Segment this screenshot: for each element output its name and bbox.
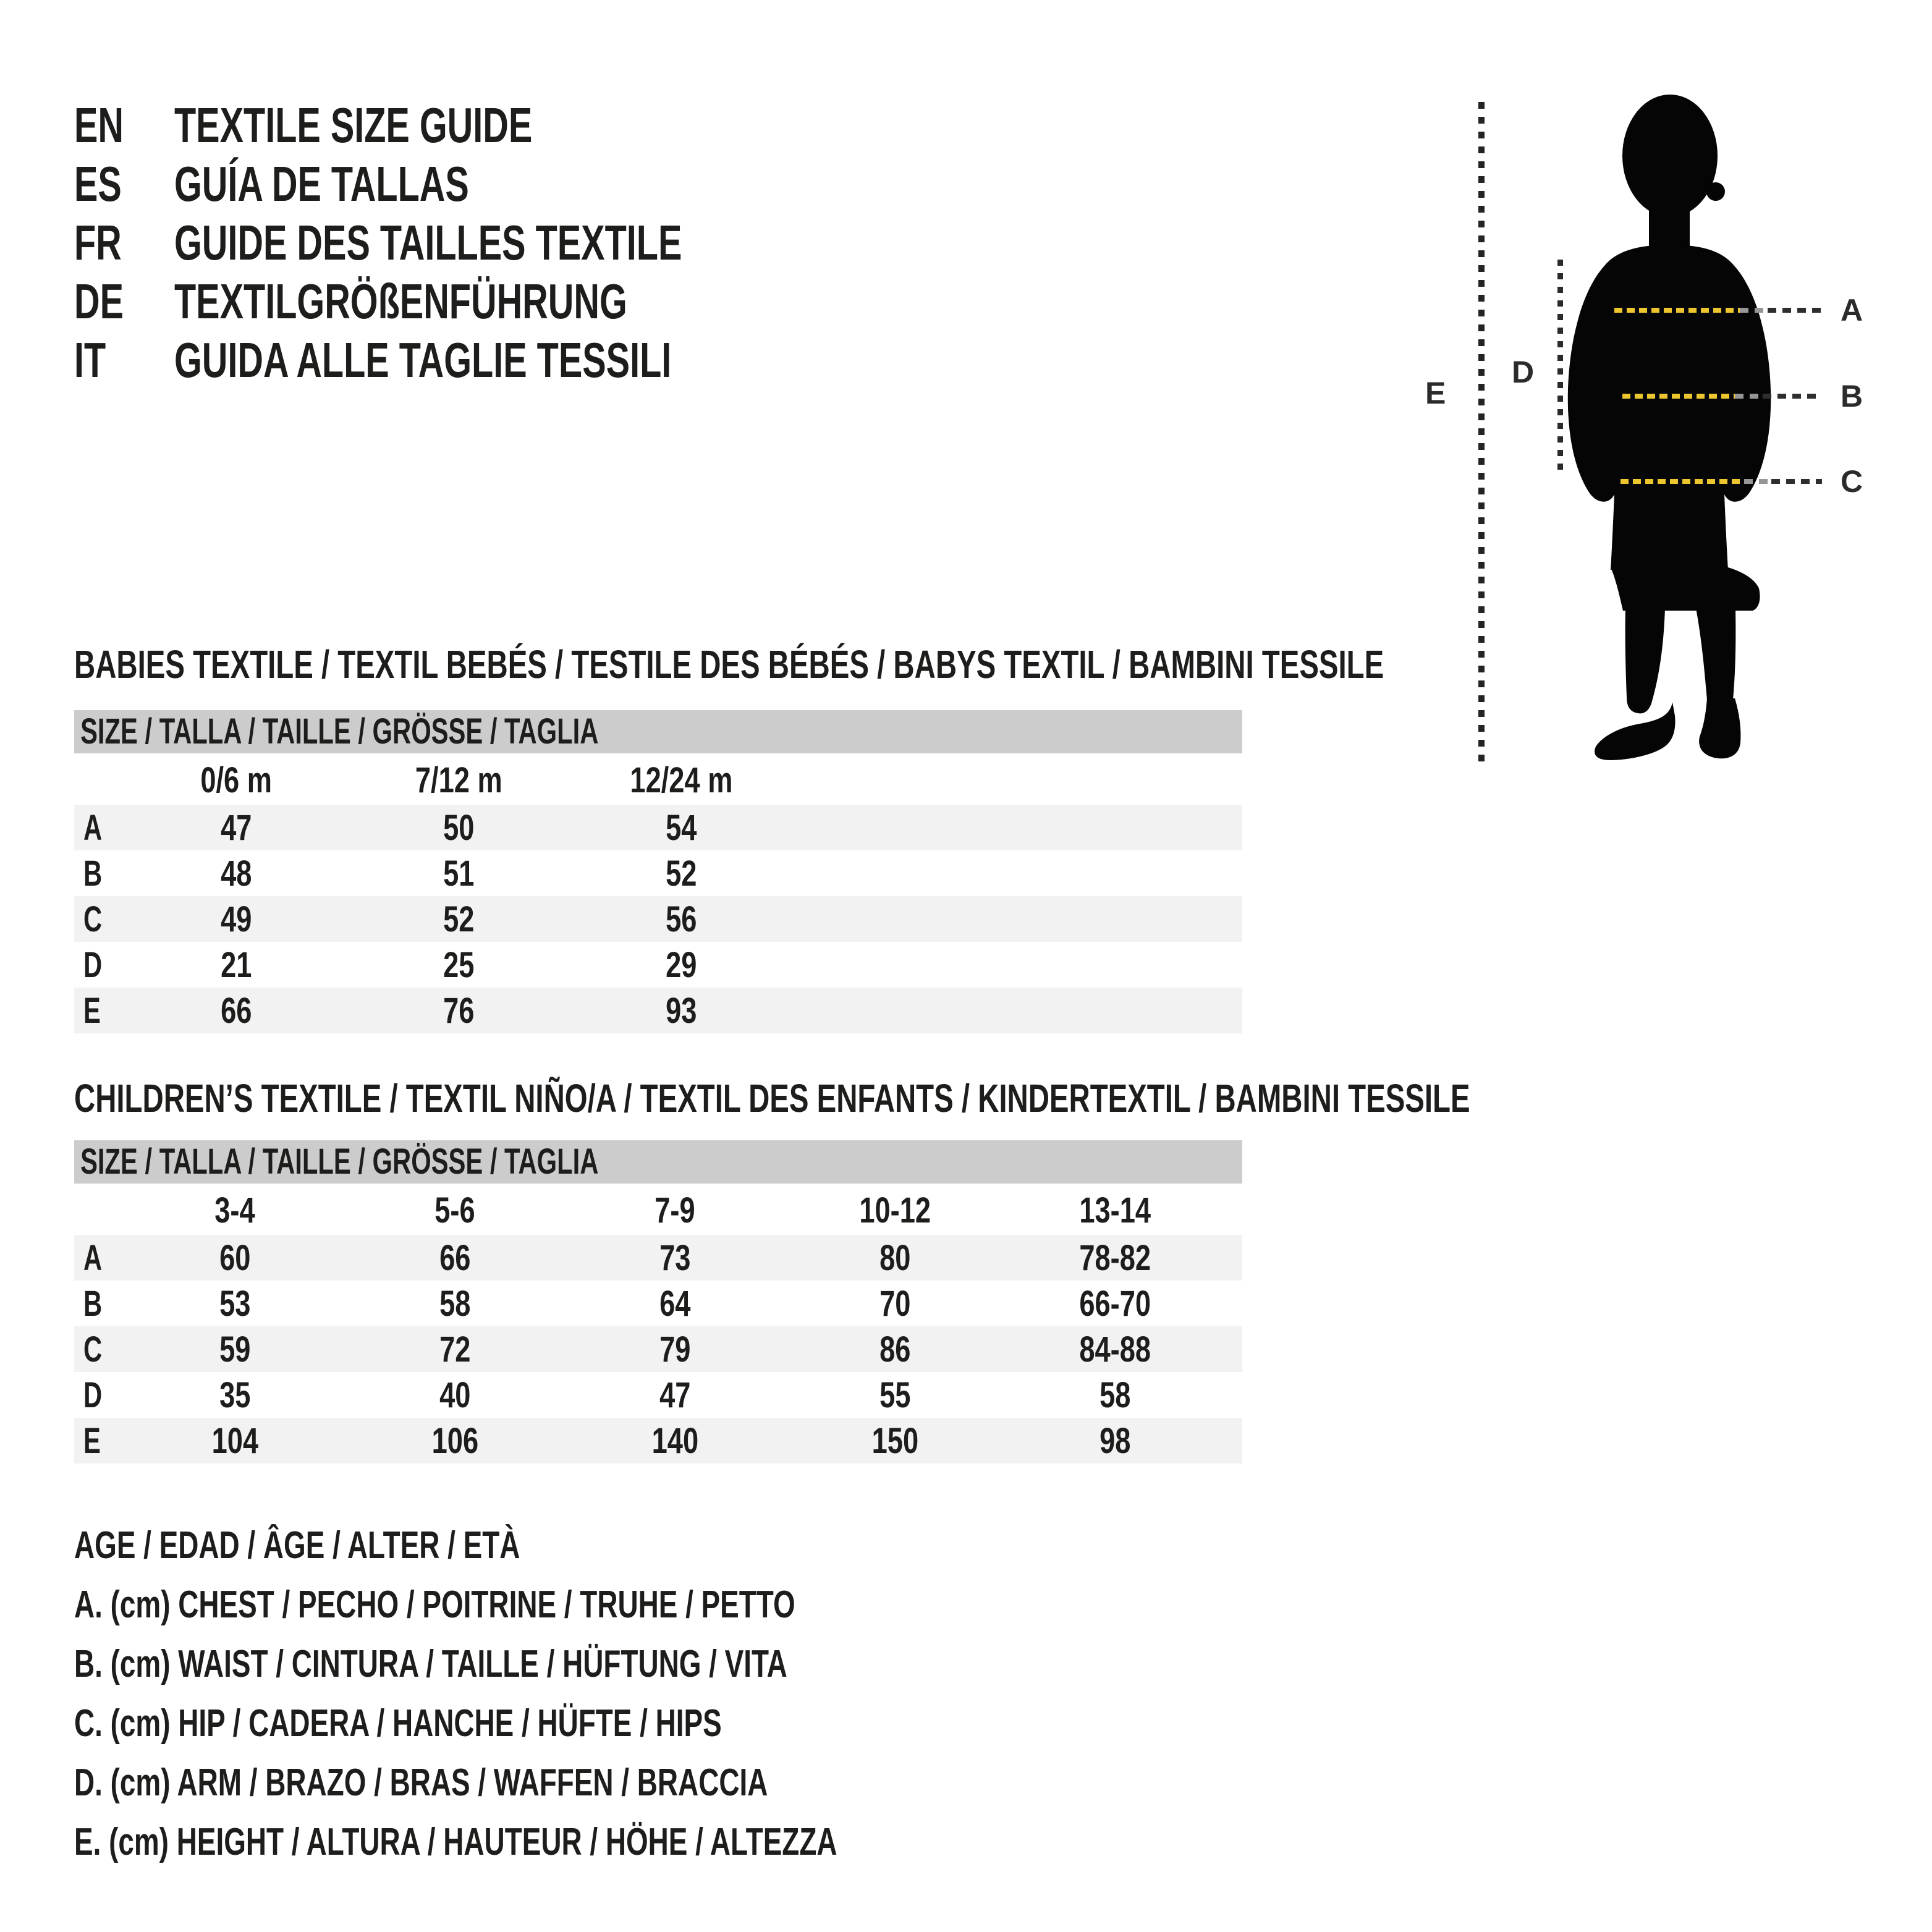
language-code: FR	[74, 215, 122, 270]
table-cell: 35	[219, 1375, 251, 1415]
table-cell: 53	[219, 1283, 251, 1324]
chest-line-dark-dashes	[1768, 308, 1822, 313]
hip-line-fade-dashes	[1744, 479, 1771, 484]
table-cell: 64	[659, 1283, 691, 1324]
waist-line-dark-dashes	[1763, 394, 1822, 399]
legend-waist: B. (cm) WAIST / CINTURA / TAILLE / HÜFTUNG / VITA	[74, 1643, 787, 1685]
legend-hip: C. (cm) HIP / CADERA / HANCHE / HÜFTE / HIPS	[74, 1702, 722, 1745]
table-cell: 56	[665, 899, 697, 939]
table-row	[74, 850, 1242, 896]
table-cell: 59	[219, 1329, 251, 1370]
table-row	[74, 1281, 1242, 1326]
column-header: 3-4	[214, 1190, 255, 1231]
table-row	[74, 805, 1242, 850]
table-row	[74, 988, 1242, 1033]
language-code: DE	[74, 274, 124, 329]
language-title: GUÍA DE TALLAS	[174, 156, 469, 211]
waist-line-yellow-dashes	[1622, 394, 1735, 399]
table-cell: 76	[443, 990, 475, 1031]
measure-label-b: B	[1841, 379, 1863, 413]
legend-arm: D. (cm) ARM / BRAZO / BRAS / WAFFEN / BRACCIA	[74, 1761, 768, 1804]
table-cell: 55	[879, 1375, 911, 1415]
table-cell: 73	[659, 1237, 691, 1278]
babies-column-headers	[74, 757, 1242, 803]
language-title: TEXTILGRÖßENFÜHRUNG	[174, 274, 627, 329]
table-cell: 40	[439, 1375, 471, 1415]
table-cell: 150	[871, 1420, 918, 1461]
table-cell: 78-82	[1079, 1237, 1151, 1278]
table-cell: 47	[659, 1375, 691, 1415]
table-cell: 86	[879, 1329, 911, 1370]
table-cell: 72	[439, 1329, 471, 1370]
legend-height: E. (cm) HEIGHT / ALTURA / HAUTEUR / HÖHE / ALTEZZA	[74, 1821, 837, 1863]
table-cell: 140	[651, 1420, 698, 1461]
row-label: B	[83, 1283, 103, 1324]
language-code: ES	[74, 156, 122, 211]
table-cell: 79	[659, 1329, 691, 1370]
table-cell: 84-88	[1079, 1329, 1151, 1370]
table-cell: 104	[211, 1420, 258, 1461]
language-title: GUIDE DES TAILLES TEXTILE	[174, 215, 682, 270]
table-row	[74, 1372, 1242, 1418]
babies-size-header-bar: SIZE / TALLA / TAILLE / GRÖSSE / TAGLIA	[74, 710, 1242, 753]
table-cell: 48	[220, 853, 252, 894]
babies-heading: BABIES TEXTILE / TEXTIL BEBÉS / TESTILE DES BÉBÉS / BABYS TEXTIL / BAMBINI TESSILE	[74, 642, 1384, 687]
table-cell: 52	[665, 853, 697, 894]
row-label: C	[83, 899, 103, 939]
table-cell: 98	[1099, 1420, 1131, 1461]
chest-line-yellow-dashes	[1614, 308, 1740, 313]
table-row	[74, 1418, 1242, 1464]
table-cell: 50	[443, 807, 475, 848]
hip-line-yellow-dashes	[1621, 479, 1744, 484]
chest-measure-line	[1614, 308, 1822, 313]
arm-dotted-line	[1557, 260, 1563, 473]
table-cell: 52	[443, 899, 475, 939]
table-cell: 106	[431, 1420, 478, 1461]
column-header: 5-6	[434, 1190, 475, 1231]
row-label: D	[83, 1375, 103, 1415]
column-header: 13-14	[1079, 1190, 1151, 1231]
hip-measure-line	[1621, 479, 1822, 484]
row-label: B	[83, 853, 103, 894]
column-header: 0/6 m	[200, 760, 272, 800]
row-label: E	[83, 1420, 101, 1461]
table-row	[74, 942, 1242, 988]
column-header: 12/24 m	[629, 760, 732, 800]
legend-age: AGE / EDAD / ÂGE / ALTER / ETÀ	[74, 1524, 520, 1567]
table-row	[74, 896, 1242, 942]
table-cell: 51	[443, 853, 475, 894]
waist-measure-line	[1622, 394, 1822, 399]
language-title: TEXTILE SIZE GUIDE	[174, 98, 533, 153]
table-cell: 66-70	[1079, 1283, 1151, 1324]
children-size-header-bar: SIZE / TALLA / TAILLE / GRÖSSE / TAGLIA	[74, 1140, 1242, 1184]
measure-label-a: A	[1841, 293, 1863, 328]
column-header: 7-9	[655, 1190, 695, 1231]
table-cell: 93	[665, 990, 697, 1031]
table-cell: 25	[443, 944, 475, 985]
table-cell: 47	[220, 807, 252, 848]
table-cell: 60	[219, 1237, 251, 1278]
column-header: 7/12 m	[415, 760, 502, 800]
measure-label-c: C	[1841, 464, 1863, 499]
table-row	[74, 1235, 1242, 1281]
table-cell: 66	[439, 1237, 471, 1278]
table-cell: 49	[220, 899, 252, 939]
row-label: A	[83, 807, 103, 848]
table-row	[74, 1326, 1242, 1372]
table-cell: 80	[879, 1237, 911, 1278]
table-cell: 58	[1099, 1375, 1131, 1415]
children-heading: CHILDREN’S TEXTILE / TEXTIL NIÑO/A / TEXTIL DES ENFANTS / KINDERTEXTIL / BAMBINI TESSILE	[74, 1076, 1470, 1121]
language-code: EN	[74, 98, 124, 153]
hip-line-dark-dashes	[1771, 479, 1822, 484]
table-cell: 21	[220, 944, 252, 985]
language-title: GUIDA ALLE TAGLIE TESSILI	[174, 333, 672, 388]
chest-line-fade-dashes	[1740, 308, 1768, 313]
language-code: IT	[74, 333, 106, 388]
table-cell: 29	[665, 944, 697, 985]
row-label: A	[83, 1237, 103, 1278]
legend-chest: A. (cm) CHEST / PECHO / POITRINE / TRUHE / PETTO	[74, 1583, 795, 1626]
waist-line-fade-dashes	[1735, 394, 1763, 399]
row-label: C	[83, 1329, 103, 1370]
row-label: D	[83, 944, 103, 985]
column-header: 10-12	[859, 1190, 931, 1231]
row-label: E	[83, 990, 101, 1031]
measure-label-d: D	[1512, 355, 1535, 389]
table-cell: 54	[665, 807, 697, 848]
children-column-headers	[74, 1187, 1242, 1234]
measure-label-e: E	[1425, 376, 1446, 410]
table-cell: 66	[220, 990, 252, 1031]
table-cell: 58	[439, 1283, 471, 1324]
table-cell: 70	[879, 1283, 911, 1324]
